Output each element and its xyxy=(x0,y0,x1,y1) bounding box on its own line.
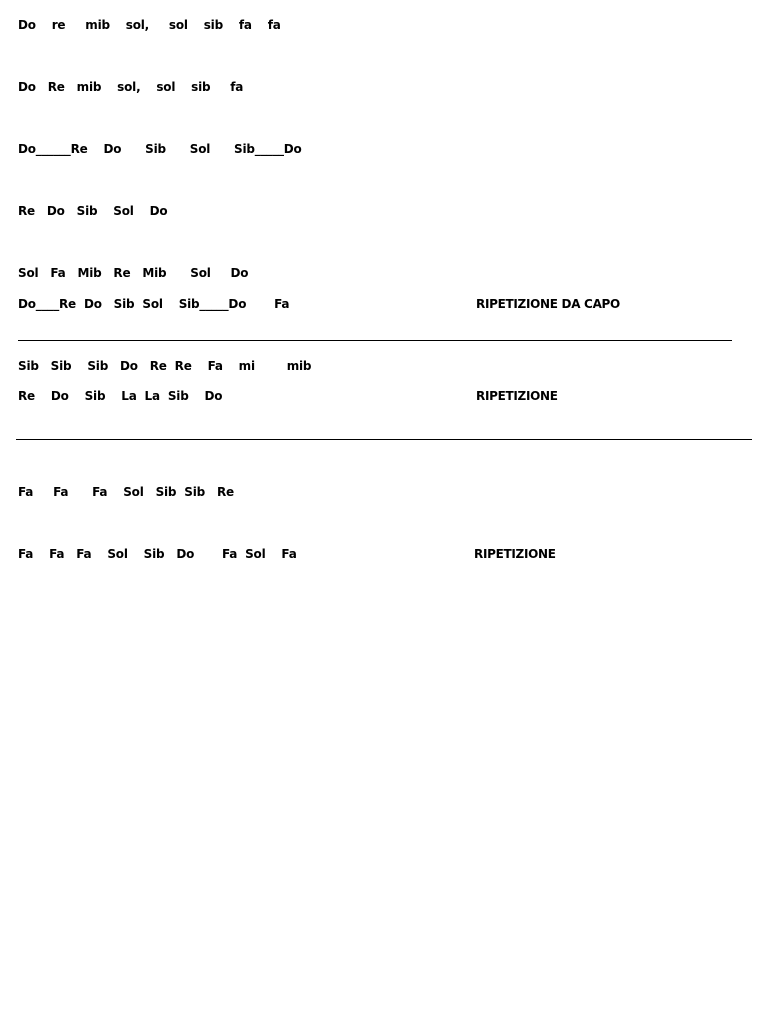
notes-line-6: Do____Re Do Sib Sol Sib_____Do Fa xyxy=(18,297,290,311)
notes-line-5: Sol Fa Mib Re Mib Sol Do xyxy=(18,266,249,280)
notes-line-7: Sib Sib Sib Do Re Re Fa mi mib xyxy=(18,359,312,373)
notes-line-3: Do______Re Do Sib Sol Sib_____Do xyxy=(18,142,302,156)
section-divider xyxy=(16,439,752,440)
repeat-label-1: RIPETIZIONE xyxy=(476,389,558,403)
notes-line-8: Re Do Sib La La Sib Do xyxy=(18,389,223,403)
repeat-from-start-label: RIPETIZIONE DA CAPO xyxy=(476,297,620,311)
notes-line-9: Fa Fa Fa Sol Sib Sib Re xyxy=(18,485,234,499)
notes-line-1: Do re mib sol, sol sib fa fa xyxy=(18,18,281,32)
underscore-separator xyxy=(18,340,732,341)
notes-line-4: Re Do Sib Sol Do xyxy=(18,204,168,218)
notes-line-2: Do Re mib sol, sol sib fa xyxy=(18,80,244,94)
repeat-label-2: RIPETIZIONE xyxy=(474,547,556,561)
notes-line-10: Fa Fa Fa Sol Sib Do Fa Sol Fa xyxy=(18,547,297,561)
